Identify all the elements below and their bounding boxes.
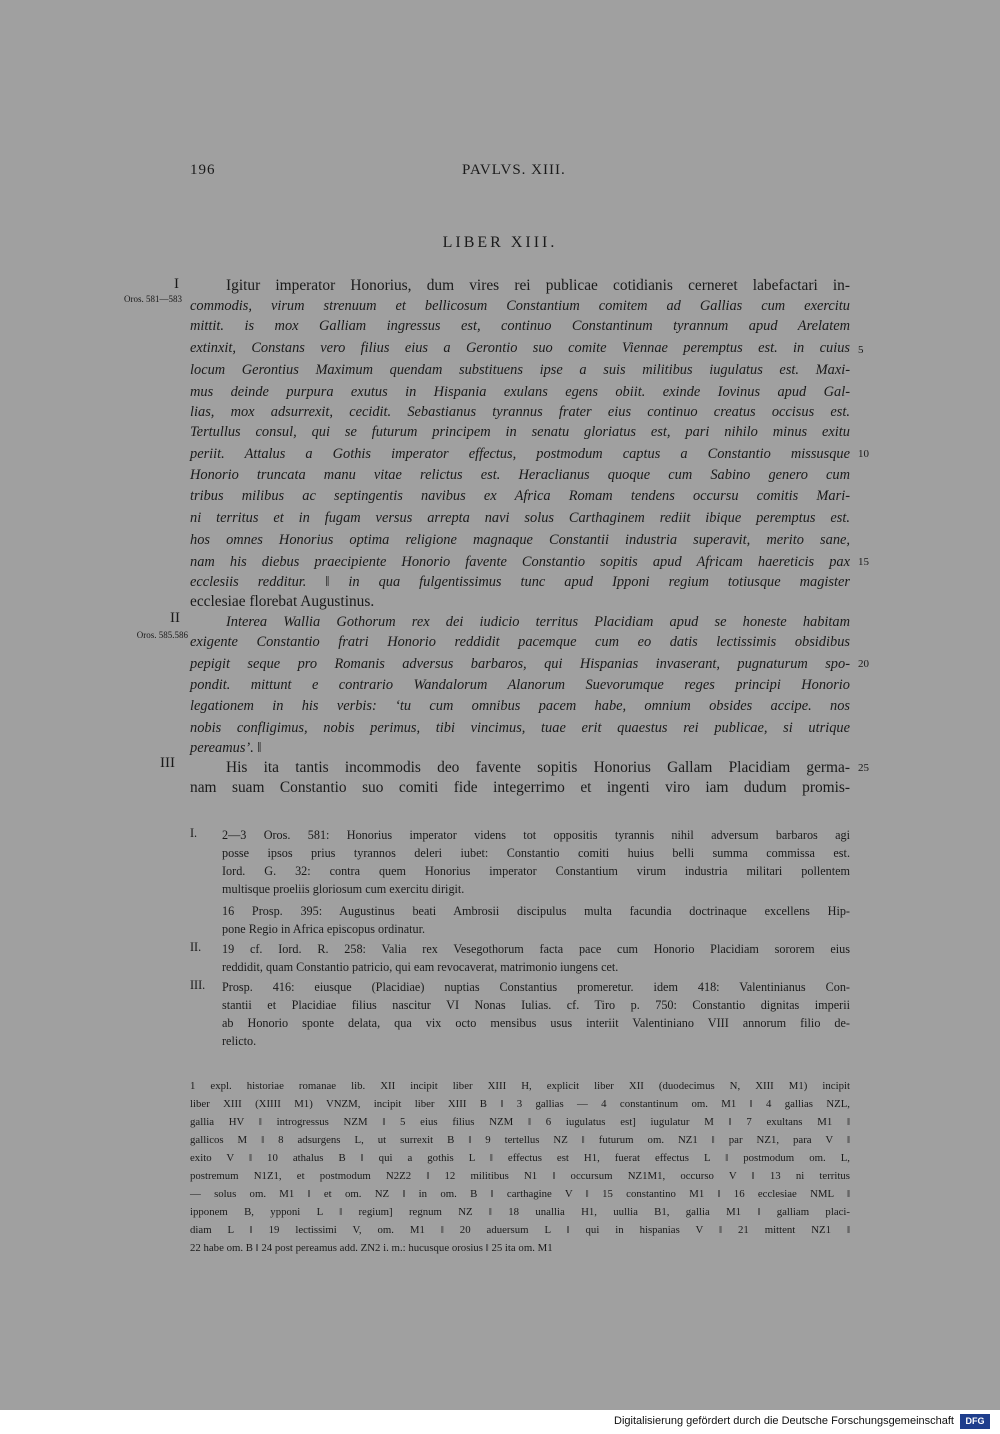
text-line: legationem in his verbis: ‘tu cum omnibus pacem habe, omnium obsides accipe. nos	[190, 698, 850, 714]
text-line: tribus milibus ac septingentis navibus ex Africa Romam tendens occursu comitis Mari-	[190, 488, 850, 504]
footer-bar	[0, 1410, 1000, 1434]
apparatus-line: gallicos M ‖ 8 adsurgens L, ut surrexit B ‖ 9 tertellus NZ ‖ futurum om. NZ1 ‖ par NZ1, para V ‖	[190, 1134, 850, 1146]
text-line: nobis confligimus, nobis perimus, tibi vincimus, tuae erit quaestus rei publicae, si utrique	[190, 720, 850, 736]
source-label: III.	[190, 978, 206, 992]
text-line: Interea Wallia Gothorum rex dei iudicio territus Placidiam apud se honeste habitam	[226, 614, 850, 630]
text-line: commodis, virum strenuum et bellicosum Constantium comitem ad Gallias cum exercitu	[190, 298, 850, 314]
margin-reference-2: Oros. 585.586	[136, 630, 188, 640]
text-line: periit. Attalus a Gothis imperator effectus, postmodum captus a Constantio missusque	[190, 446, 850, 462]
apparatus-line: gallia HV ‖ introgressus NZM ‖ 5 eius filius NZM ‖ 6 iugulatus est] iugulatur M ‖ 7 exultans M1 ‖	[190, 1116, 850, 1128]
apparatus-line: ipponem B, ypponi L ‖ regium] regnum NZ ‖ 18 unallia H1, uullia B1, gallia M1 ‖ galliam placi-	[190, 1206, 850, 1218]
text-line: Tertullus consul, qui se futurum principem in senatu gloriatus est, pari nihilo minus exitu	[190, 424, 850, 440]
funding-notice: Digitalisierung gefördert durch die Deutsche Forschungsgemeinschaft	[614, 1415, 954, 1427]
apparatus-line: liber XIII (XIIII M1) VNZM, incipit liber XIII B ‖ 3 gallias — 4 constantinum om. M1 ‖ 4 gallias NZL,	[190, 1098, 850, 1110]
text-line: mittit. is mox Galliam ingressus est, continuo Constantinum tyrannum apud Arelatem	[190, 318, 850, 334]
running-head: PAVLVS. XIII.	[462, 162, 566, 178]
source-row: relicto.	[222, 1034, 257, 1048]
source-row: 16 Prosp. 395: Augustinus beati Ambrosii discipulus multa facundia doctrinaque excellens Hip-	[222, 904, 850, 918]
source-label: I.	[190, 826, 198, 840]
text-line: Honorio truncata manu vitae relictus est. Heraclianus quoque cum Sabino genero cum	[190, 467, 850, 483]
apparatus-line: diam L ‖ 19 lectissimi V, om. M1 ‖ 20 aduersum L ‖ qui in hispanias V ‖ 21 mittent NZ1 ‖	[190, 1224, 850, 1236]
source-row: ab Honorio sponte delata, qua vix octo mensibus usus interiit Valentiniano VIII annorum filio de-	[222, 1016, 850, 1030]
text-line: His ita tantis incommodis deo favente sopitis Honorius Gallam Placidiam germa-	[226, 759, 850, 776]
text-line: lias, mox adsurrexit, cecidit. Sebastianus tyrannus frater eius continuo creatus occisus est.	[190, 404, 850, 420]
text-line: locum Gerontius Maximum quendam substituens ipse a suis militibus iugulatus est. Maxi-	[190, 362, 850, 378]
line-number: 20	[858, 658, 869, 670]
source-row: stantii et Placidiae filius nascitur VI Nonas Iulias. cf. Tiro p. 750: Constantio dignitas imperii	[222, 998, 850, 1012]
page-number: 196	[190, 162, 216, 178]
source-row: multisque proeliis gloriosum cum exercitu dirigit.	[222, 882, 465, 896]
source-row: Iord. G. 32: contra quem Honorius imperator Constantium virum industria militari pollentem	[222, 864, 850, 878]
source-row: 2—3 Oros. 581: Honorius imperator videns tot oppositis tyrannis nihil adversum barbaros agi	[222, 828, 850, 842]
line-number: 15	[858, 556, 869, 568]
text-line: nam his diebus praecipiente Honorio favente Constantio sopitis apud Africam haereticis pax	[190, 554, 850, 570]
source-row: 19 cf. Iord. R. 258: Valia rex Vesegothorum facta pace cum Honorio Placidiam sororem eius	[222, 942, 850, 956]
text-line: Igitur imperator Honorius, dum vires rei publicae cotidianis cerneret labefactari in-	[226, 277, 850, 294]
source-row: posse ipsos prius tyrannos deleri iubet: Constantio comiti huius belli summa commissa est.	[222, 846, 850, 860]
text-line: hos omnes Honorius optima religione magnaque Constantii industria superavit, merito sane,	[190, 532, 850, 548]
apparatus-line: 22 habe om. B ‖ 24 post pereamus add. ZN2 i. m.: hucusque orosius ‖ 25 ita om. M1	[190, 1242, 553, 1254]
line-number: 25	[858, 762, 869, 774]
source-row: pone Regio in Africa episcopus ordinatur.	[222, 922, 426, 936]
line-number: 10	[858, 448, 869, 460]
text-line: pereamus’. ‖	[190, 740, 262, 756]
section-numeral-1: I	[174, 276, 179, 292]
text-line: exigente Constantio fratri Honorio reddidit pacemque cum eo datis lectissimis obsidibus	[190, 634, 850, 650]
margin-reference-1: Oros. 581—583	[124, 294, 182, 304]
text-line: ni territus et in fugam versus arrepta navi solus Carthaginem rediit ibique peremptus est.	[190, 510, 850, 526]
text-line: mus deinde purpura exutus in Hispania exulans egens obiit. exinde Iovinus apud Gal-	[190, 384, 850, 400]
text-line: nam suam Constantio suo comiti fide integerrimo et ingenti viro iam dudum promis-	[190, 779, 850, 796]
apparatus-line: postremum N1Z1, et postmodum N2Z2 ‖ 12 militibus N1 ‖ occursum NZ1M1, occurso V ‖ 13 ni territus	[190, 1170, 850, 1182]
line-number: 5	[858, 344, 864, 356]
book-title: LIBER XIII.	[442, 234, 558, 251]
apparatus-line: 1 expl. historiae romanae lib. XII incipit liber XIII H, explicit liber XII (duodecimus N, XIII M1) incipit	[190, 1080, 850, 1092]
section-numeral-2: II	[170, 610, 180, 626]
apparatus-line: — solus om. M1 ‖ et om. NZ ‖ in om. B ‖ carthagine V ‖ 15 constantino M1 ‖ 16 ecclesiae NML ‖	[190, 1188, 850, 1200]
text-line: extinxit, Constans vero filius eius a Gerontio suo comite Viennae peremptus est. in cuius	[190, 340, 850, 356]
text-line: ecclesiis redditur. ‖ in qua fulgentissimus tunc apud Ipponi regium totiusque magister	[190, 574, 850, 590]
text-line: pepigit seque pro Romanis adversus barbaros, qui Hispanias invaserant, pugnaturum spo-	[190, 656, 850, 672]
dfg-logo: DFG	[960, 1414, 990, 1429]
source-row: reddidit, quam Constantio patricio, qui eam revocaverat, matrimonio iungens cet.	[222, 960, 619, 974]
section-numeral-3: III	[160, 755, 175, 771]
text-line: pondit. mittunt e contrario Wandalorum Alanorum Suevorumque reges principi Honorio	[190, 677, 850, 693]
source-label: II.	[190, 940, 202, 954]
source-row: Prosp. 416: eiusque (Placidiae) nuptias Constantius promeretur. idem 418: Valentinianus Con-	[222, 980, 850, 994]
apparatus-line: exito V ‖ 10 athalus B ‖ qui a gothis L ‖ effectus est H1, fuerat effectus L ‖ postmodum om. L,	[190, 1152, 850, 1164]
text-line: ecclesiae florebat Augustinus.	[190, 593, 375, 610]
